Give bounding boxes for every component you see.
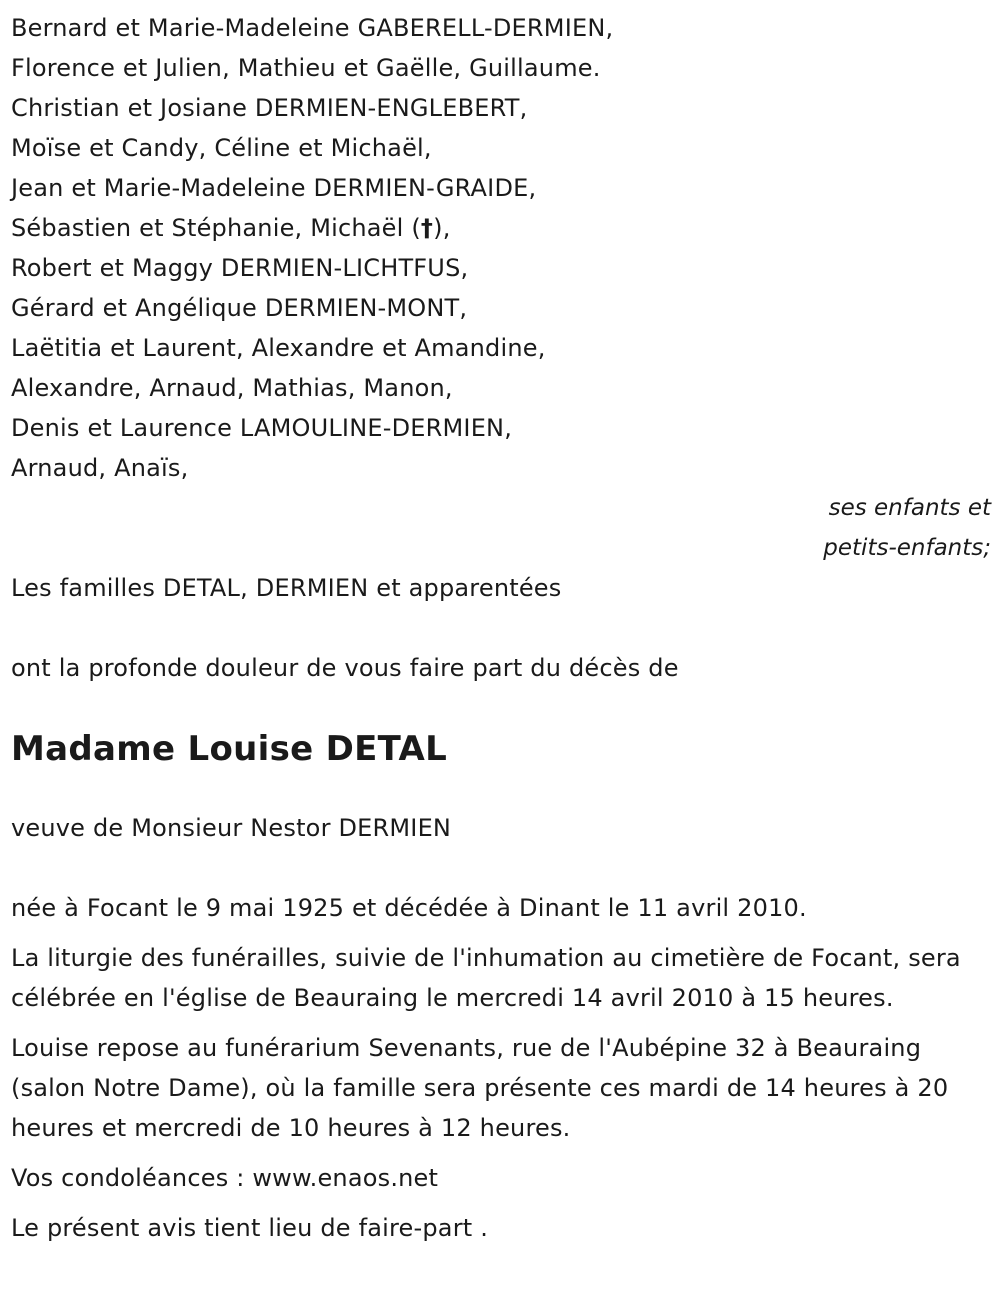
family-line: Laëtitia et Laurent, Alexandre et Amandine, (11, 334, 546, 362)
family-line: Christian et Josiane DERMIEN-ENGLEBERT, (11, 94, 528, 122)
family-line: Gérard et Angélique DERMIEN-MONT, (11, 294, 468, 322)
relation-note-line: petits-enfants; (823, 535, 991, 561)
widow-of: veuve de Monsieur Nestor DERMIEN (11, 814, 452, 842)
family-line: Arnaud, Anaïs, (11, 454, 189, 482)
family-line: Florence et Julien, Mathieu et Gaëlle, Guillaume. (11, 54, 601, 82)
family-line: Alexandre, Arnaud, Mathias, Manon, (11, 374, 453, 402)
family-line: Robert et Maggy DERMIEN-LICHTFUS, (11, 254, 469, 282)
condolences: Vos condoléances : www.enaos.net (11, 1164, 439, 1192)
families-line: Les familles DETAL, DERMIEN et apparentées (11, 574, 562, 602)
family-line: Bernard et Marie-Madeleine GABERELL-DERMIEN, (11, 14, 614, 42)
announcement: ont la profonde douleur de vous faire part du décès de (11, 654, 679, 682)
notice: Le présent avis tient lieu de faire-part . (11, 1214, 489, 1242)
relation-note (11, 488, 991, 568)
family-line: Moïse et Candy, Céline et Michaël, (11, 134, 432, 162)
family-list (11, 0, 991, 488)
family-line: Denis et Laurence LAMOULINE-DERMIEN, (11, 414, 513, 442)
deceased-name: Madame Louise DETAL (11, 729, 448, 769)
funeral-info: La liturgie des funérailles, suivie de l'inhumation au cimetière de Focant, sera célébrée en l'église de Beauraing le mercredi 14 avril 2010 à 15 heures. (11, 944, 961, 1012)
cross-icon: † (420, 214, 434, 242)
birth-death: née à Focant le 9 mai 1925 et décédée à Dinant le 11 avril 2010. (11, 894, 807, 922)
family-line-text: Sébastien et Stéphanie, Michaël ( (11, 214, 421, 242)
family-line-with-cross (11, 208, 991, 248)
family-line: Jean et Marie-Madeleine DERMIEN-GRAIDE, (11, 174, 537, 202)
repose-info: Louise repose au funérarium Sevenants, rue de l'Aubépine 32 à Beauraing (salon Notre Dame), où la famille sera présente ces mardi de 14 heures à 20 heures et mercredi de 10 heures à 12 heures. (11, 1034, 949, 1142)
family-line-suffix: ), (433, 214, 451, 242)
obituary-notice (11, 0, 991, 1248)
relation-note-line: ses enfants et (828, 495, 991, 521)
